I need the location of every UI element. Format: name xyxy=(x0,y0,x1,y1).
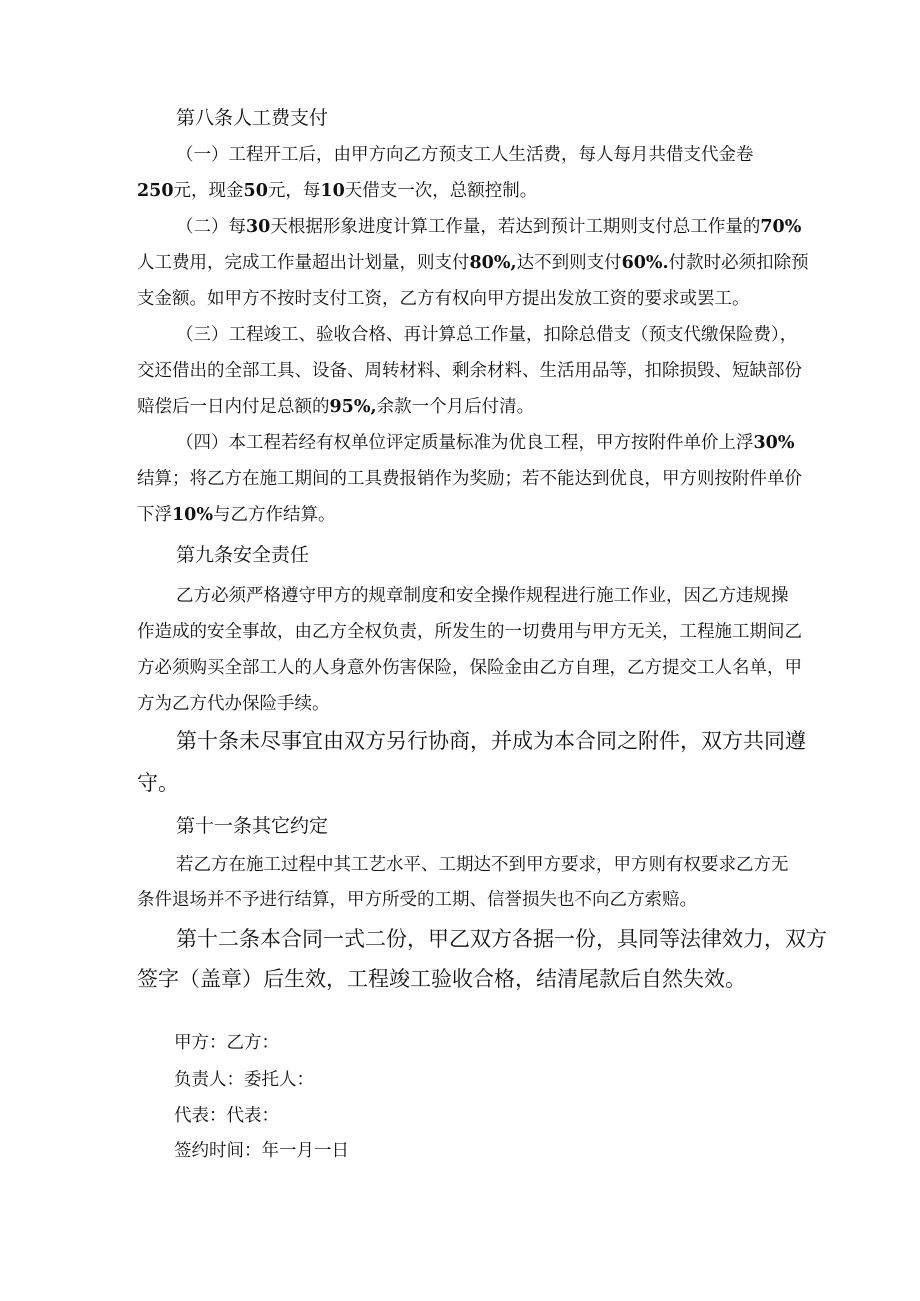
article-8-para-4-line-1: （四）本工程若经有权单位评定质量标准为优良工程，甲方按附件单价上浮30% xyxy=(176,433,795,453)
article-11-title: 第十一条其它约定 xyxy=(176,815,329,837)
article-8-para-4-line-3: 下浮10%与乙方作结算。 xyxy=(137,505,336,525)
signature-parties: 甲方：乙方： xyxy=(174,1033,279,1053)
signature-date: 签约时间：年一月一日 xyxy=(174,1141,349,1161)
article-9-line-1: 乙方必须严格遵守甲方的规章制度和安全操作规程进行施工作业，因乙方违规操 xyxy=(176,586,789,606)
amount-250: 250 xyxy=(137,181,174,201)
article-8-para-2-line-3: 支金额。如甲方不按时支付工资，乙方有权向甲方提出发放工资的要求或罢工。 xyxy=(137,289,750,309)
article-8-title: 第八条人工费支付 xyxy=(176,107,329,129)
article-8-para-3-line-3: 赔偿后一日内付足总额的95%,余款一个月后付清。 xyxy=(137,397,535,417)
article-9-line-4: 方为乙方代办保险手续。 xyxy=(137,694,330,714)
article-9-line-2: 作造成的安全事故，由乙方全权负责，所发生的一切费用与甲方无关，工程施工期间乙 xyxy=(137,622,802,642)
article-8-para-2-line-2: 人工费用，完成工作量超出计划量，则支付80%,达不到则支付60%.付款时必须扣除预 xyxy=(137,253,809,273)
article-12-line-2: 签字（盖章）后生效，工程竣工验收合格，结清尾款后自然失效。 xyxy=(137,967,746,991)
article-8-para-1-line-2: 250元，现金50元，每10天借支一次，总额控制。 xyxy=(137,181,538,201)
article-9-line-3: 方必须购买全部工人的人身意外伤害保险，保险金由乙方自理，乙方提交工人名单，甲 xyxy=(137,658,802,678)
article-12-line-1: 第十二条本合同一式二份，甲乙双方各据一份，具同等法律效力，双方 xyxy=(176,927,827,951)
article-8-para-3-line-2: 交还借出的全部工具、设备、周转材料、剩余材料、生活用品等，扣除损毁、短缺部份 xyxy=(137,361,802,381)
article-8-para-3-line-1: （三）工程竣工、验收合格、再计算总工作量，扣除总借支（预支代缴保险费）， xyxy=(176,325,798,345)
article-10-line-2: 守。 xyxy=(137,771,179,795)
signature-representative: 代表：代表： xyxy=(174,1106,279,1126)
article-11-line-1: 若乙方在施工过程中其工艺水平、工期达不到甲方要求，甲方则有权要求乙方无 xyxy=(176,855,789,875)
article-8-para-4-line-2: 结算；将乙方在施工期间的工具费报销作为奖励；若不能达到优良，甲方则按附件单价 xyxy=(137,469,802,489)
days-10: 10 xyxy=(320,181,345,201)
signature-responsible: 负责人：委托人： xyxy=(174,1070,314,1090)
article-8-para-2-line-1: （二）每30天根据形象进度计算工作量，若达到预计工期则支付总工作量的70% xyxy=(176,217,802,237)
article-9-title: 第九条安全责任 xyxy=(176,544,310,566)
article-8-para-1-line-1: （一）工程开工后，由甲方向乙方预支工人生活费，每人每月共借支代金卷 xyxy=(176,145,754,165)
article-11-line-2: 条件退场并不予进行结算，甲方所受的工期、信誉损失也不向乙方索赔。 xyxy=(137,890,697,910)
article-10-line-1: 第十条未尽事宜由双方另行协商，并成为本合同之附件，双方共同遵 xyxy=(176,729,806,753)
amount-50: 50 xyxy=(243,181,268,201)
